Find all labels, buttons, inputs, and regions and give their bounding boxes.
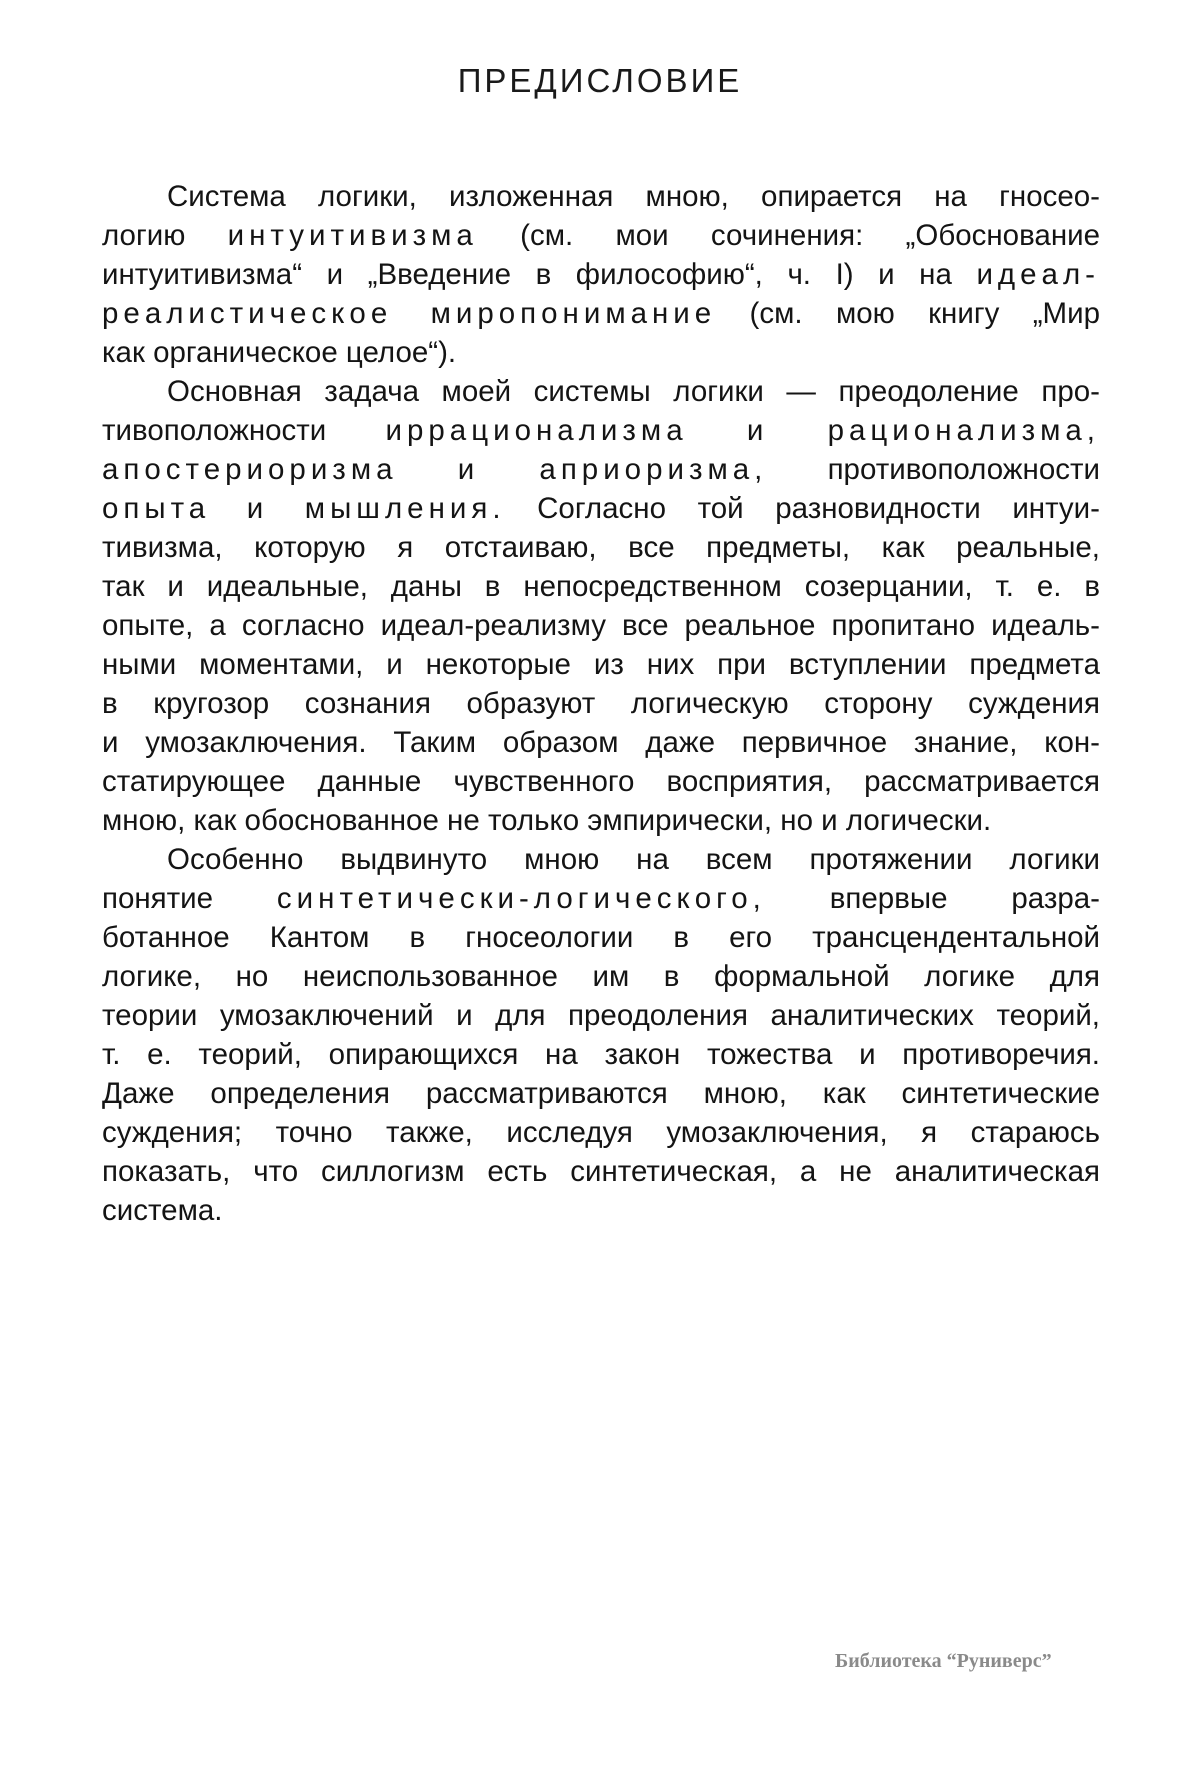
- text-line: [102, 333, 1100, 372]
- text-segment: так и идеальные, даны в непосредственном созерцании, т. е. в: [102, 570, 1100, 603]
- text-segment: [688, 414, 747, 447]
- spaced-emphasis: реалистическое миропонимание: [102, 297, 717, 330]
- text-segment: т. е. теорий, опирающихся на закон тожества и противоречия.: [102, 1038, 1100, 1071]
- text-segment: впервые разра-: [765, 882, 1100, 915]
- text-line: [102, 801, 1100, 840]
- library-watermark: Библиотека “Руниверс”: [835, 1650, 1052, 1672]
- spaced-emphasis: и: [746, 414, 769, 447]
- page-title: ПРЕДИСЛОВИЕ: [457, 62, 743, 99]
- paragraph: [102, 840, 1100, 1230]
- text-line: [102, 1113, 1100, 1152]
- text-segment: [398, 453, 458, 486]
- text-line: [102, 1035, 1100, 1074]
- text-segment: Даже определения рассматриваются мною, как синтетические: [102, 1077, 1100, 1110]
- text-segment: теории умозаключений и для преодоления аналитических теорий,: [102, 999, 1100, 1032]
- spaced-emphasis: и: [457, 453, 480, 486]
- text-line: [102, 684, 1100, 723]
- spaced-emphasis: опыта и мышления.: [102, 492, 506, 525]
- text-segment: [479, 453, 539, 486]
- spaced-emphasis: идеал-: [976, 258, 1100, 291]
- text-line: [102, 294, 1100, 333]
- spaced-emphasis: априоризма,: [539, 453, 768, 486]
- text-line: [102, 840, 1100, 879]
- text-line: [102, 762, 1100, 801]
- text-line: [102, 216, 1100, 255]
- text-line: [102, 957, 1100, 996]
- preface-text: [102, 177, 1100, 1230]
- text-line: [102, 528, 1100, 567]
- spaced-emphasis: синтетически-логического,: [276, 882, 766, 915]
- text-line: [102, 918, 1100, 957]
- text-segment: (см. мои сочинения: „Обоснование: [477, 219, 1100, 252]
- text-segment: Согласно той разновидности интуи-: [505, 492, 1100, 525]
- text-line: [102, 879, 1100, 918]
- text-segment: [768, 414, 827, 447]
- text-segment: в кругозор сознания образуют логическую сторону суждения: [102, 687, 1100, 720]
- text-line: [102, 372, 1100, 411]
- spaced-emphasis: апостериоризма: [102, 453, 398, 486]
- text-segment: мною, как обоснованное не только эмпирически, но и логически.: [102, 804, 992, 837]
- text-segment: статирующее данные чувственного восприятия, рассматривается: [102, 765, 1100, 798]
- text-line: [102, 1191, 1100, 1230]
- text-line: [102, 996, 1100, 1035]
- text-segment: опыте, а согласно идеал-реализму все реальное пропитано идеаль-: [102, 609, 1100, 642]
- text-line: [102, 489, 1100, 528]
- text-line: [102, 177, 1100, 216]
- text-line: [102, 723, 1100, 762]
- text-segment: логию: [102, 219, 228, 252]
- text-segment: тивизма, которую я отстаиваю, все предметы, как реальные,: [102, 531, 1100, 564]
- spaced-emphasis: иррационализма: [385, 414, 688, 447]
- text-segment: и умозаключения. Таким образом даже первичное знание, кон-: [102, 726, 1100, 759]
- text-line: [102, 606, 1100, 645]
- text-segment: (см. мою книгу „Мир: [716, 297, 1100, 330]
- text-segment: логике, но неиспользованное им в формальной логике для: [102, 960, 1100, 993]
- text-segment: система.: [102, 1194, 223, 1227]
- text-segment: противоположности: [767, 453, 1100, 486]
- text-segment: интуитивизма“ и „Введение в философию“, ч. I) и на: [102, 258, 977, 291]
- text-line: [102, 1152, 1100, 1191]
- text-segment: тивоположности: [102, 414, 386, 447]
- text-line: [102, 1074, 1100, 1113]
- paragraph: [102, 177, 1100, 372]
- text-segment: как органическое целое“).: [102, 336, 457, 369]
- text-line: [102, 450, 1100, 489]
- text-line: [102, 411, 1100, 450]
- paragraph: [102, 372, 1100, 840]
- text-segment: Система логики, изложенная мною, опирается на гносео-: [167, 180, 1100, 213]
- text-segment: понятие: [102, 882, 277, 915]
- text-line: [102, 645, 1100, 684]
- spaced-emphasis: интуитивизма: [227, 219, 478, 252]
- text-line: [102, 255, 1100, 294]
- text-line: [102, 567, 1100, 606]
- text-segment: ботанное Кантом в гносеологии в его трансцендентальной: [102, 921, 1100, 954]
- text-segment: суждения; точно также, исследуя умозаключения, я стараюсь: [102, 1116, 1100, 1149]
- text-segment: Особенно выдвинуто мною на всем протяжении логики: [167, 843, 1100, 876]
- spaced-emphasis: рационализма,: [827, 414, 1100, 447]
- text-segment: ными моментами, и некоторые из них при вступлении предмета: [102, 648, 1100, 681]
- text-segment: Основная задача моей системы логики — преодоление про-: [167, 375, 1100, 408]
- text-segment: показать, что силлогизм есть синтетическая, а не аналитическая: [102, 1155, 1100, 1188]
